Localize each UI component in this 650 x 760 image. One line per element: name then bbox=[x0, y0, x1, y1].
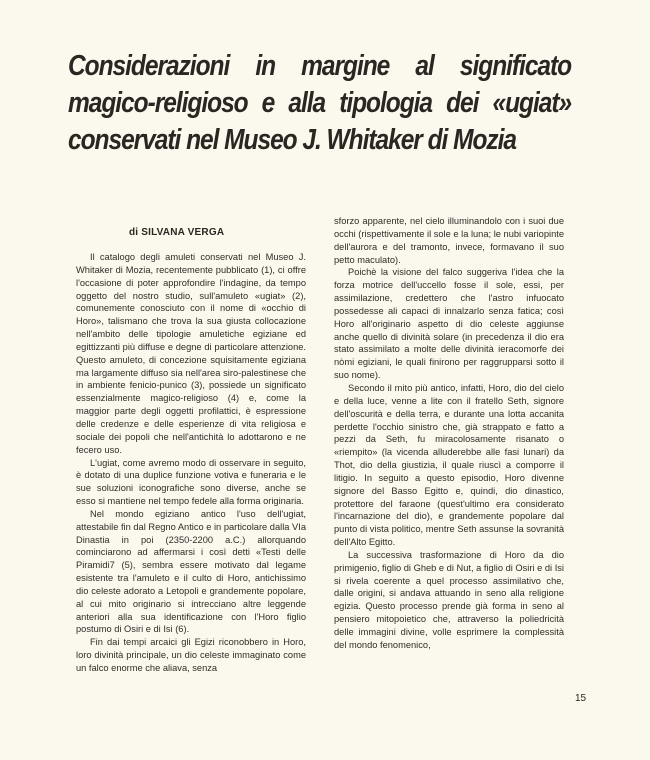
left-text-column bbox=[76, 226, 306, 675]
title-line-3: conservati nel Museo J. Whitaker di Mozia bbox=[68, 124, 517, 156]
title-line-2: magico-religioso e alla tipologia dei «ugiat» bbox=[68, 87, 572, 119]
right-text-column bbox=[334, 215, 564, 652]
paragraph: Nel mondo egiziano antico l'uso dell'ugiat, attestabile fin dal Regno Antico e in particolare dalla VIa Dinastia in poi (2350-2200 a.C.) allorquando cominciarono ad affermarsi i così detti «Testi delle Piramidi7 (5), sembra essere motivato dal legame esistente tra l'amuleto e il culto di Horo, antichissimo dio celeste adorato a Letopoli e grandemente popolare, al cui mito originario si intrecciano altre leggende anteriori alla sua identificazione con l'Horo figlio postumo di Osiri e di Isi (6). bbox=[76, 508, 306, 635]
paragraph: La successiva trasformazione di Horo da dio primigenio, figlio di Gheb e di Nut, a figlio di Osiri e di Isi si rivela coerente a quel processo assimilativo che, dalle origini, si andava attuando in seno alla religione egizia. Questo processo prende già forma in seno al pensiero mitopoietico che, attraverso la poliedricità delle immagini divine, volle esprimere la complessità del mondo fenomenico, bbox=[334, 549, 564, 650]
page-number: 15 bbox=[575, 693, 587, 704]
author-byline: di SILVANA VERGA bbox=[129, 227, 225, 238]
paragraph: Fin dai tempi arcaici gli Egizi riconobbero in Horo, loro divinità principale, un dio celeste immaginato come un falco enorme che aliava, senza bbox=[76, 637, 306, 673]
paragraph: Poichè la visione del falco suggeriva l'idea che la forza motrice dell'uccello fosse il sole, essi, per assimilazione, credettero che l'astro infuocato possedesse ali capaci di innalzarlo senza fatica; così Horo all'originario aspetto di dio celeste aggiunse anche quello di divinità solare (in precedenza il dio era stato assimilato a molte delle divinità ieracomorfe dei nòmi egiziani, le quali finirono per raggrupparsi sotto il suo nome). bbox=[334, 267, 564, 381]
title-line-1: Considerazioni in margine al significato bbox=[68, 50, 572, 82]
article-title bbox=[68, 48, 572, 159]
paragraph: sforzo apparente, nel cielo illuminandolo con i suoi due occhi (rispettivamente il sole e la luna; le nubi variopinte dell'aurora e del tramonto, invece, formavano il suo petto maculato). bbox=[334, 216, 564, 265]
paragraph: Secondo il mito più antico, infatti, Horo, dio del cielo e della luce, venne a lite con il fratello Seth, signore dell'oscurità e della terra, e durante una lotta accanita perdette l'occhio sinistro che, già strappato e fatto a pezzi da Seth, fu miracolosamente risanato o «riempito» (la vicenda alluderebbe alle fasi lunari) da Thot, dio della giustizia, il quale riuscì a comporre il litigio. In seguito a questo episodio, Horo divenne signore del Basso Egitto e, quindi, dio dinastico, protettore del faraone (quest'ultimo era considerato l'incarnazione del dio), e grandemente popolare dal punto di vista politico, mentre Seth assunse la sovranità dell'Alto Egitto. bbox=[334, 382, 564, 548]
paragraph: L'ugiat, come avremo modo di osservare in seguito, è dotato di una duplice funzione votiva e funeraria e le sue soluzioni iconografiche sono diverse, anche se esso si mantiene nel tempo fedele alla forma originaria. bbox=[76, 457, 306, 507]
paragraph: Il catalogo degli amuleti conservati nel Museo J. Whitaker di Mozia, recentemente pubblicato (1), ci offre l'occasione di poter approfondire l'indagine, da tempo oggetto del nostro studio, sull'amuleto «ugiat» (2), comunemente conosciuto con il nome di «occhio di Horo», talismano che trova la sua giusta collocazione nell'ambito delle tipologie amuletiche egiziane ed egittizzanti più diffuse e degne di particolare attenzione. Questo amuleto, di concezione squisitamente egiziana ma largamente diffuso sia nell'area siro-palestinese che in ambiente fenicio-punico (3), possiede un significato essenzialmente magico-religioso (4) e, come la maggior parte degli oggetti profilattici, è espressione delle credenze e delle esperienze di vita religiosa e sociale dei popoli che nell'antichità lo adottarono e ne fecero uso. bbox=[76, 252, 306, 455]
